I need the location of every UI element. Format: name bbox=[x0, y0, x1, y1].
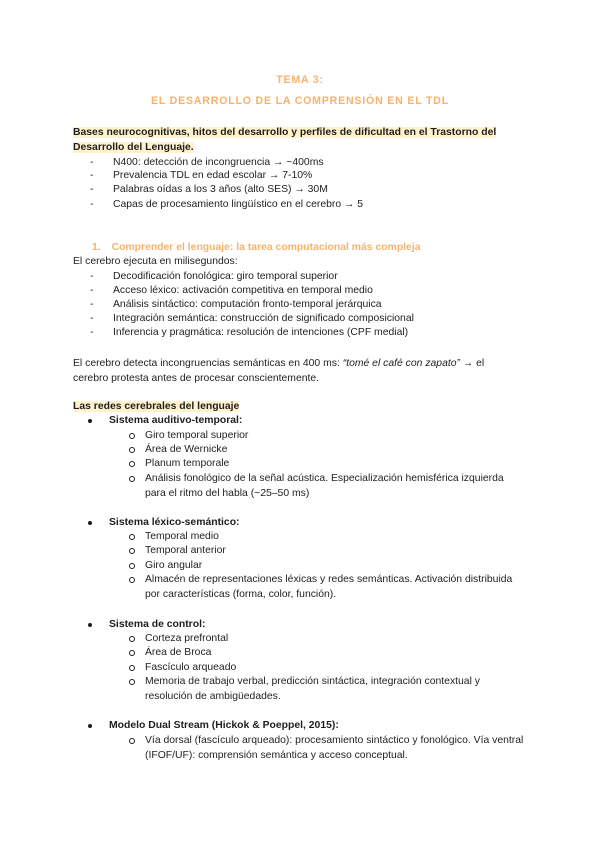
section-1-title: Comprender el lenguaje: la tarea computacional más compleja bbox=[111, 242, 421, 253]
section-1-lead: El cerebro ejecuta en milisegundos: bbox=[73, 256, 238, 267]
intro-heading bbox=[73, 126, 533, 155]
title-line-1: TEMA 3: bbox=[276, 74, 324, 86]
section-1-paragraph: El cerebro detecta incongruencias semánticas en 400 ms: “tomé el café con zapato” → el cerebro protesta antes de procesar conscientemente. bbox=[73, 358, 485, 384]
title-line-2: EL DESARROLLO DE LA COMPRENSIÓN EN EL TDL bbox=[150, 95, 450, 107]
intro-heading-part1: Bases neurocognitivas, hitos del desarrollo y perfiles de dificultad en el Trastorno del bbox=[73, 127, 497, 138]
section-1-number: 1. bbox=[92, 242, 101, 253]
quote-example: “tomé el café con zapato” bbox=[342, 358, 460, 369]
networks-heading: Las redes cerebrales del lenguaje bbox=[73, 401, 240, 412]
document-page: TEMA 3: EL DESARROLLO DE LA COMPRENSIÓN EN EL TDL Bases neurocognitivas, hitos del desarrollo y perfiles de dificultad en el Trastorno del Desarrollo del Lenguaje. - N400: detección de incongruencia → ~400ms - Prevalencia TDL en edad escolar → 7-10% - Palabras oídas a los 3 años (alto SES) → 30M - Capas de procesamiento lingüístico en el cerebro → 5 1. Comprender el lenguaje: la tarea computacional más compleja El cerebro ejecuta en milisegundos: - Decodificación fonológica: giro temporal superior - Acceso léxico: activación competitiva en temporal medio - Análisis sintáctico: computación fronto-temporal jerárquica - Integración semántica: construcción de significado composicional - Inferencia y pragmática: resolución de intenciones (CPF medial) El cerebro detecta incongruencias semánticas en 400 ms: “tomé el café con zapato” → el cerebro protesta antes de procesar conscientemente. Las redes cerebrales del lenguaje Sistema auditivo-temporal: Giro temporal superior Área de Wernicke Planum temporale Análisis fonológico de la señal acústica. Especialización hemisférica izquierda para el ritmo del habla (~25–50 ms) Sistema léxico-semántico: Temporal medio Temporal anterior Giro angular Almacén de representaciones léxicas y redes semánticas. Activación distribuida por características (forma, color, función). Sistema de control: Corteza prefrontal Área de Broca Fascículo arqueado Memoria de trabajo verbal, predicción sintáctica, integración contextual y resolución de ambigüedades. Modelo Dual Stream (Hickok & Poeppel, 2015): Vía dorsal (fascículo arqueado): procesamiento sintáctico y fonológico. Vía ventral (IFOF/UF): comprensión semántica y acceso conceptual. bbox=[0, 0, 600, 848]
intro-heading-part2: Desarrollo del Lenguaje. bbox=[73, 141, 194, 153]
section-1-heading bbox=[92, 241, 421, 256]
